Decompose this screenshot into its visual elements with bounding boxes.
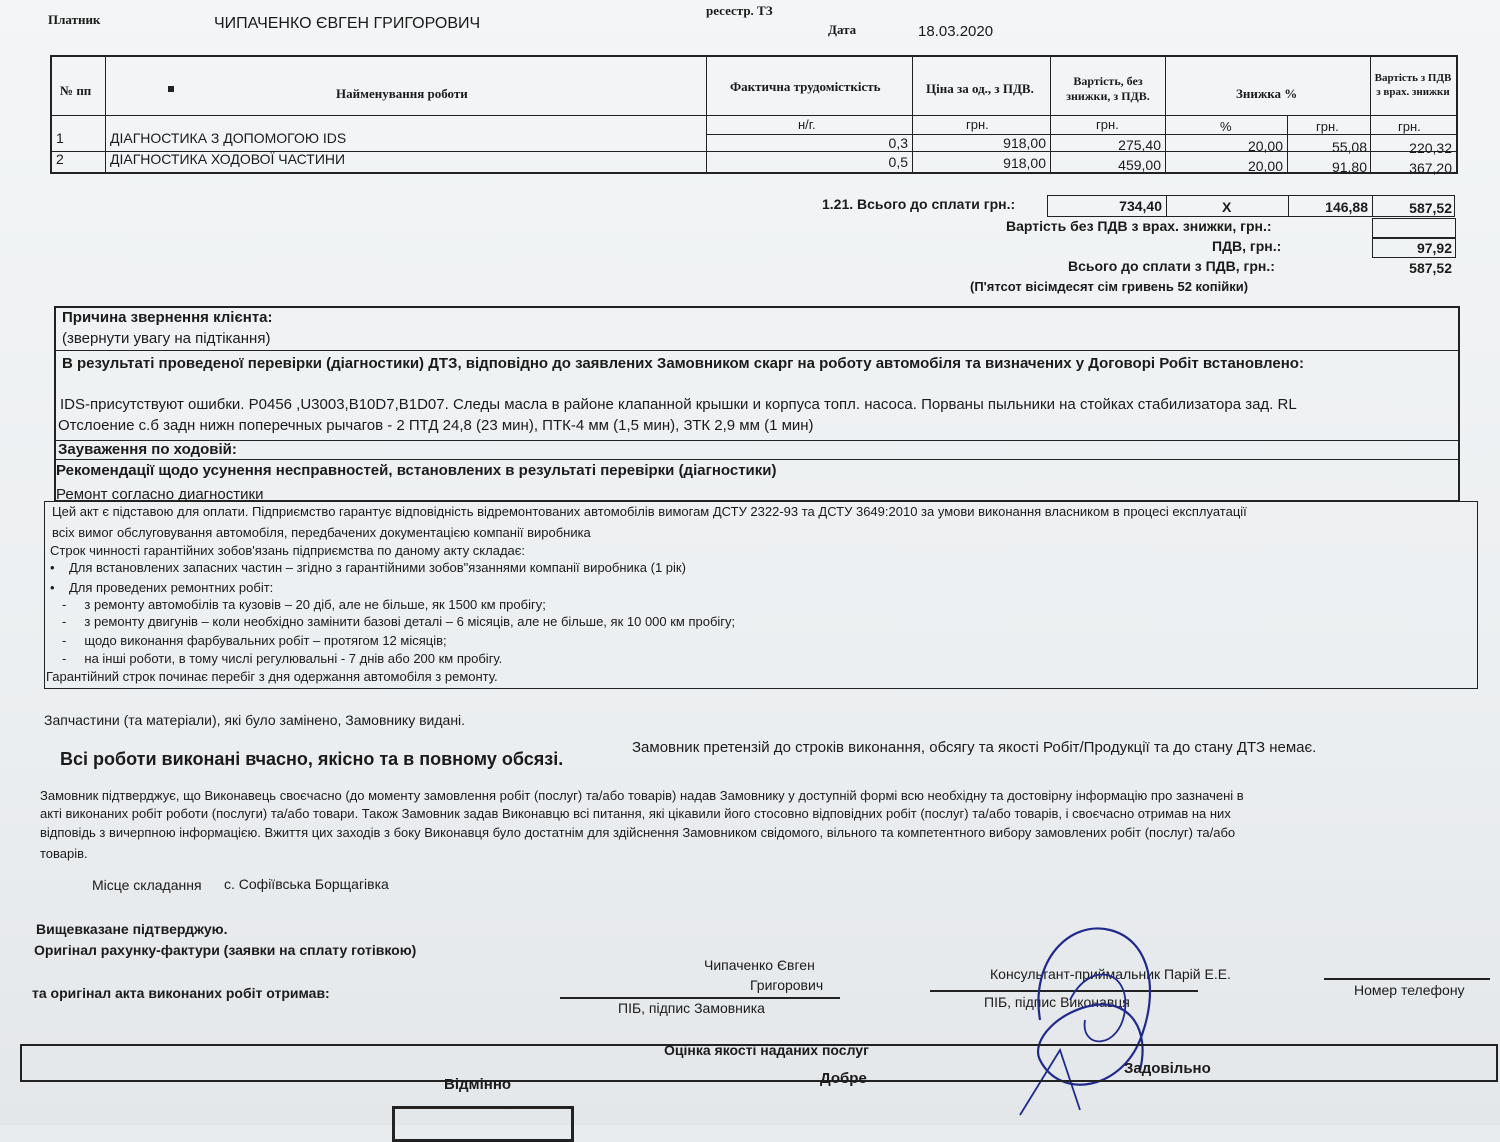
phone-label: Номер телефону (1354, 982, 1465, 998)
row-num: 2 (56, 151, 64, 167)
result-title: В результаті проведеної перевірки (діагностики) ДТЗ, відповідно до заявлених Замовником скарг на роботу автомобіля та визначених у Договорі Робіт встановлено: (62, 355, 1304, 372)
row-total: 220,32 (1409, 140, 1452, 156)
payer-name: ЧИПАЧЕНКО ЄВГЕН ГРИГОРОВИЧ (214, 15, 481, 32)
registry-label: ресестр. ТЗ (706, 3, 773, 18)
customer-sign-line (560, 997, 840, 999)
row-price: 918,00 (1003, 155, 1046, 171)
row-total: 367,20 (1409, 160, 1452, 176)
reason-text: (звернути увагу на підтікання) (62, 330, 271, 347)
warranty-d2: з ремонту двигунів – коли необхідно замінити базові деталі – 6 місяців, але не більше, як 10 000 км пробігу; (84, 614, 736, 629)
col-total-header: Вартість з ПДВ з врах. знижки (1374, 72, 1452, 98)
date-value: 18.03.2020 (918, 23, 994, 40)
consultant-name: Консультант-приймальник Парій Е.Е. (990, 966, 1231, 982)
col-price-header: Ціна за од., з ПДВ. (926, 81, 1034, 96)
bullet-1: • Для встановлених запасних частин – згідно з гарантійними зобов"язаннями компанії виробника (1 рік) (50, 560, 686, 575)
parts-issued: Запчастини (та матеріали), які було замінено, Замовнику видані. (44, 712, 466, 728)
row-labor: 0,3 (888, 135, 908, 151)
dash-4: - на інші роботи, в тому числі регулювальні - 7 днів або 200 км пробігу. (62, 651, 503, 666)
ack-line-3: та оригінал акта виконаних робіт отримав: (32, 985, 330, 1001)
confirm-line-1: Замовник підтверджує, що Виконавець своєчасно (до моменту замовлення робіт (послуг) та/або товарів) надав Замовнику у доступній формі всю необхідну та достовірну інформацію про зазначені в (40, 788, 1244, 803)
result-line-1: IDS-присутствуют ошибки. P0456 ,U3003,B10D7,B1D07. Следы масла в районе клапанной крышки и корпуса топл. насоса. Порваны пыльники на стойках стабилизатора зад. RL (60, 396, 1297, 413)
confirm-line-3: відповідь з вичерпною інформацією. Вжиття цих заходів з боку Виконавця було достатнім для здійснення Замовником свідомого, вільного та компетентного вибору замовлених робіт (послуг) та/або (40, 825, 1236, 840)
warranty-b1: Для встановлених запасних частин – згідно з гарантійними зобов"язаннями компанії виробника (1 рік) (69, 560, 686, 575)
unit-labor: н/г. (798, 117, 816, 132)
customer-name-1: Чипаченко Євген (704, 957, 815, 973)
row-name: ДІАГНОСТИКА ХОДОВОЇ ЧАСТИНИ (110, 151, 346, 167)
warranty-p1: Цей акт є підставою для оплати. Підприємство гарантує відповідність відремонтованих автомобілів вимогам ДСТУ 2322-93 та ДСТУ 3649:2010 за умови виконання власником в процесі експлуатації (52, 504, 1247, 519)
no-vat-label: Вартість без ПДВ з врах. знижки, грн.: (1006, 218, 1272, 234)
total-x: X (1222, 199, 1232, 215)
total-discount: 146,88 (1325, 199, 1368, 215)
result-line-2: Отслоение с.б задн нижн поперечных рычагов - 2 ПТД 24,8 (23 мин), ПТК-4 мм (1,5 мин), ЗТК 2,9 мм (1 мин) (58, 417, 814, 434)
bullet-mark (168, 86, 174, 92)
amount-in-words: (П'ятсот вісімдесят сім гривень 52 копійки) (970, 279, 1249, 294)
col-name-header: Найменування роботи (336, 86, 468, 101)
row-discount-pct: 20,00 (1247, 158, 1283, 174)
place-value: с. Софіївська Борщагівка (224, 876, 389, 892)
rating-satisfactory[interactable]: Задовільно (1124, 1060, 1211, 1077)
row-cost: 275,40 (1118, 137, 1161, 153)
warranty-p1b: всіх вимог обслуговування автомобіля, передбачених документацією компанії виробника (52, 525, 591, 540)
date-label: Дата (828, 22, 857, 37)
rating-excellent[interactable]: Відмінно (444, 1076, 512, 1093)
confirm-line-4: товарів. (40, 846, 88, 861)
chassis-title: Зауваження по ходовій: (58, 441, 237, 458)
customer-name-2: Григорович (750, 977, 824, 993)
payer-label: Платник (48, 12, 101, 27)
total-label: 1.21. Всього до сплати грн.: (822, 196, 1016, 212)
recommend-text: Ремонт согласно диагностики (56, 486, 264, 503)
ack-line-2: Оригінал рахунку-фактури (заявки на сплату готівкою) (34, 942, 417, 958)
row-name: ДІАГНОСТИКА З ДОПОМОГОЮ IDS (110, 130, 347, 146)
dash-2: - з ремонту двигунів – коли необхідно замінити базові деталі – 6 місяців, але не більше, як 10 000 км пробігу; (62, 614, 736, 629)
row-discount-uah: 55,08 (1331, 139, 1367, 155)
with-vat-value: 587,52 (1409, 260, 1452, 276)
all-done: Всі роботи виконані вчасно, якісно та в повному обсязі. (60, 749, 564, 769)
warranty-d1: з ремонту автомобілів та кузовів – 20 діб, але не більше, як 1500 км пробігу; (84, 597, 546, 612)
col-discount-header: Знижка % (1236, 86, 1298, 101)
no-vat-box (1372, 218, 1456, 239)
customer-sign-caption: ПІБ, підпис Замовника (618, 1000, 765, 1016)
row-num: 1 (56, 130, 64, 146)
col-cost-header: Вартість, без знижки, з ПДВ. (1066, 74, 1150, 103)
row-discount-pct: 20,00 (1247, 138, 1283, 154)
unit-price: грн. (966, 117, 989, 132)
dash-1: - з ремонту автомобілів та кузовів – 20 діб, але не більше, як 1500 км пробігу; (62, 597, 546, 612)
warranty-d3: щодо виконання фарбувальних робіт – протягом 12 місяців; (84, 633, 447, 648)
rating-title: Оцінка якості наданих послуг (664, 1042, 869, 1058)
unit-discount-uah: грн. (1316, 119, 1339, 134)
warranty-b2: Для проведених ремонтних робіт: (69, 580, 274, 595)
with-vat-label: Всього до сплати з ПДВ, грн.: (1068, 258, 1275, 274)
bullet-2: • Для проведених ремонтних робіт: (50, 580, 274, 595)
row-discount-uah: 91,80 (1331, 159, 1367, 175)
executor-sign-caption: ПІБ, підпис Виконавця (984, 994, 1130, 1010)
col-labor-header: Фактична трудомісткість (730, 79, 881, 94)
row-cost: 459,00 (1118, 157, 1161, 173)
vat-value: 97,92 (1416, 240, 1452, 256)
warranty-p2: Строк чинності гарантійних зобов'язань підприємства по даному акту складає: (50, 543, 526, 558)
reason-title: Причина звернення клієнта: (62, 309, 273, 326)
dash-3: - щодо виконання фарбувальних робіт – протягом 12 місяців; (62, 633, 447, 648)
unit-total: грн. (1398, 119, 1421, 134)
vat-label: ПДВ, грн.: (1212, 238, 1282, 254)
ack-line-1: Вищевказане підтверджую. (36, 921, 228, 937)
recommend-title: Рекомендації щодо усунення несправностей, встановлених в результаті перевірки (діагностики) (56, 462, 777, 479)
unit-cost: грн. (1096, 117, 1119, 132)
row-price: 918,00 (1003, 135, 1046, 151)
warranty-d4: на інші роботи, в тому числі регулювальні - 7 днів або 200 км пробігу. (84, 651, 503, 666)
executor-signature (1000, 900, 1210, 1125)
col-num-header: № пп (60, 83, 92, 98)
total-cost: 734,40 (1119, 198, 1162, 214)
place-label: Місце складання (92, 877, 202, 893)
unit-discount-pct: % (1220, 119, 1232, 134)
warranty-p3: Гарантійний строк починає перебіг з дня одержання автомобіля з ремонту. (46, 669, 498, 684)
rating-good[interactable]: Добре (820, 1070, 867, 1087)
no-claims: Замовник претензій до строків виконання, обсягу та якості Робіт/Продукції та до стану ДТЗ немає. (632, 739, 1317, 756)
rating-excellent-checkbox[interactable] (392, 1106, 574, 1142)
row-labor: 0,5 (888, 154, 908, 170)
phone-line (1324, 978, 1490, 980)
total-sum: 587,52 (1409, 200, 1452, 216)
confirm-line-2: акті виконаних робіт роботи (послуги) та/або товари. Також Замовник задав Виконавцю всі питання, які цікавили його стосовно відповідних робіт (послуг) та/або товарів, і своєчасно отримав на них (40, 806, 1231, 821)
